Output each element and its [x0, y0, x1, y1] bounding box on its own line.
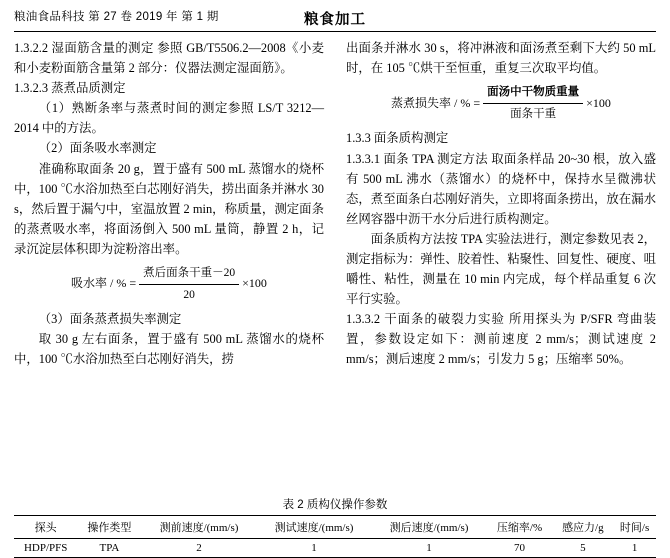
table-col-compression-ratio: 压缩率/% [496, 522, 543, 534]
cell-trigger-force: 5 [580, 542, 586, 554]
paragraph-1331-tpa-method: 1.3.3.1 面条 TPA 测定方法 取面条样品 20~30 根，放入盛有 500 mL 沸水（蒸馏水）的烧杯中，保持水呈微沸状态，煮至面条白芯刚好消失，立即将面条捞出，放在漏水丝网容器中沥干水分后进行质构测定。 [346, 151, 656, 226]
table-body [14, 539, 656, 558]
body-columns [14, 38, 656, 490]
header-divider [14, 31, 656, 32]
paragraph-cooking-item1: （1）熟断条率与蒸煮时间的测定参照 LS/T 3212—2014 中的方法。 [14, 101, 324, 136]
table-col-pre-test-speed: 测前速度/(mm/s) [159, 522, 239, 534]
table-col-post-test-speed: 测后速度/(mm/s) [389, 522, 469, 534]
formula-water-absorption [14, 264, 324, 304]
formula-cooking-loss [346, 83, 656, 123]
paragraph-1332-2: 1.3.2.2 湿面筋含量的测定 参照 GB/T5506.2—2008《小麦和小麦粉面筋含量第 2 部分：仪器法测定湿面筋》。 [14, 41, 324, 76]
paragraph-tpa-indicators: 面条质构方法按 TPA 实验法进行，测定参数见表 2，测定指标为：弹性、胶着性、粘聚性、回复性、硬度、咀嚼性、粘性，测量在 10 min 内完成，每个样品重复 6 次平行实验。 [346, 231, 656, 307]
formula-cooking-loss-denominator: 面条干重 [510, 107, 557, 120]
paragraph-cooking-item2: （2）面条吸水率测定 [38, 141, 157, 156]
journal-info: 粮油食品科技 第 27 卷 2019 年 第 1 期 [14, 11, 219, 23]
left-column [14, 38, 324, 490]
formula-water-absorption-multiplier: ×100 [242, 276, 267, 291]
table-head [14, 516, 656, 539]
cell-test-speed: 1 [311, 542, 317, 554]
formula-water-absorption-label: 吸水率 / % = [71, 276, 137, 291]
paragraph-1332-breaking-force: 1.3.3.2 干面条的破裂力实验 所用探头为 P/SFR 弯曲装置，参数设定如下：测前速度 2 mm/s；测试速度 2 mm/s；测后速度 2 mm/s；引发力 5 g；压缩率 50%。 [346, 312, 656, 367]
formula-cooking-loss-fraction [483, 83, 583, 123]
table-col-time: 时间/s [619, 522, 650, 534]
heading-133: 1.3.3 面条质构测定 [346, 131, 449, 146]
table-col-probe: 探头 [34, 522, 57, 534]
formula-cooking-loss-multiplier: ×100 [586, 95, 611, 110]
paragraph-cooking-loss-method: 取 30 g 左右面条，置于盛有 500 mL 蒸馏水的烧杯中，100 ℃水浴加热至白芯刚好消失，捞 [14, 332, 324, 367]
paragraph-water-absorption-method: 准确称取面条 20 g，置于盛有 500 mL 蒸馏水的烧杯中，100 ℃水浴加热至白芯刚好消失，捞出面条并淋水 30 s，然后置于漏勺中，室温放置 2 min，称质量，测定面条的蒸煮吸水率，将面汤倒入 500 mL 量筒，静置 2 h，记录沉淀层体积即为淀粉溶出率。 [14, 161, 324, 256]
table-row [14, 539, 656, 558]
texture-analyzer-parameters-table [14, 515, 656, 558]
heading-1332-3: 1.3.2.3 蒸煮品质测定 [14, 81, 126, 96]
paragraph-cooking-loss-continued: 出面条并淋水 30 s，将冲淋液和面汤煮至剩下大约 50 mL 时，在 105 ℃烘干至恒重，重复三次取平均值。 [346, 41, 656, 76]
table-col-operation-type: 操作类型 [87, 522, 132, 534]
formula-water-absorption-numerator: 煮后面条干重－20 [139, 264, 239, 285]
formula-water-absorption-fraction [139, 264, 239, 304]
section-title: 粮食加工 [304, 12, 366, 28]
formula-cooking-loss-numerator: 面汤中干物质重量 [483, 83, 583, 104]
table-col-trigger-force: 感应力/g [562, 522, 604, 534]
formula-cooking-loss-label: 蒸煮损失率 / % = [391, 95, 481, 110]
table-header-row [14, 516, 656, 539]
cell-probe: HDP/PFS [23, 542, 68, 554]
cell-operation-type: TPA [99, 542, 120, 554]
cell-pre-test-speed: 2 [196, 542, 202, 554]
right-column [346, 38, 656, 490]
cell-post-test-speed: 1 [426, 542, 432, 554]
cell-time: 1 [631, 542, 638, 554]
paragraph-cooking-item3: （3）面条蒸煮损失率测定 [38, 312, 182, 327]
table-caption: 表 2 质构仪操作参数 [282, 499, 388, 511]
table-col-test-speed: 测试速度/(mm/s) [274, 522, 354, 534]
formula-water-absorption-denominator: 20 [183, 288, 195, 301]
cell-compression-ratio: 70 [514, 542, 526, 554]
running-head [14, 8, 656, 30]
table-section [14, 496, 656, 558]
